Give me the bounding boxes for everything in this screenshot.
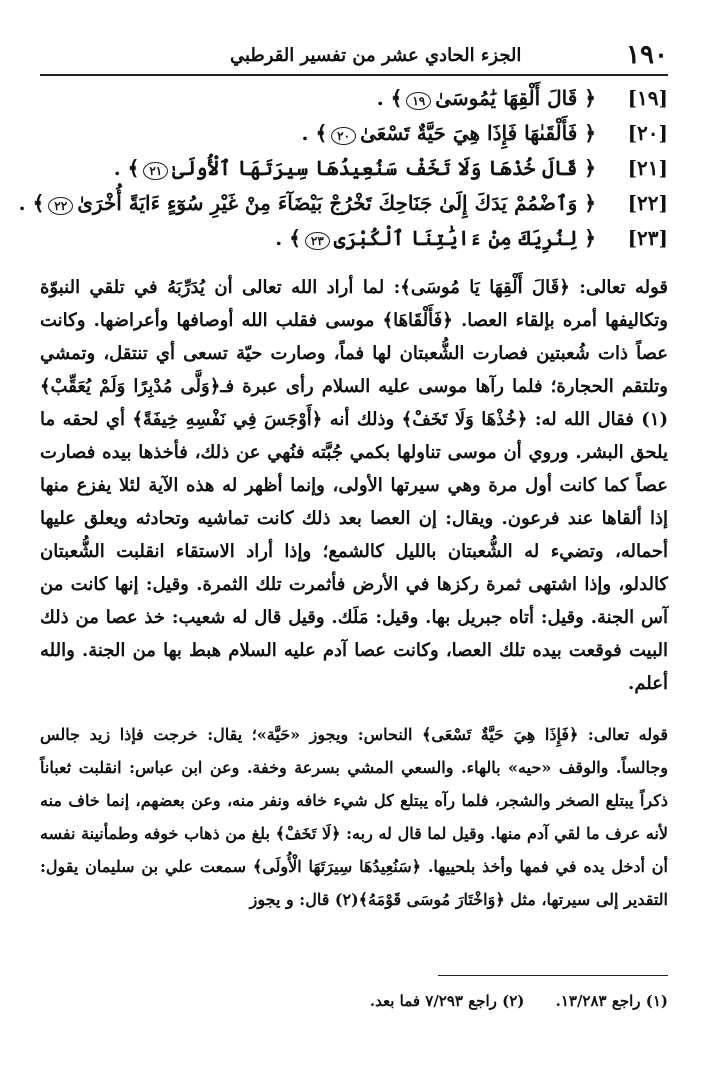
verse-line <box>40 220 668 255</box>
verse-number: [٢٣] <box>627 225 668 250</box>
footnote-divider <box>438 975 668 976</box>
verse-text: ﴿ فَأَلْقَىٰهَا فَإِذَا هِيَ حَيَّةٌ تَسْعَىٰ٢٠﴾ . <box>301 120 596 145</box>
verse-number: [١٩] <box>627 85 668 110</box>
verse-list <box>18 80 668 255</box>
verse-line <box>40 115 668 150</box>
commentary-paragraph: قوله تعالى: ﴿فَإِذَا هِيَ حَيَّةٌ تَسْعَى﴾ النحاس: ويجوز «حَيَّة»؛ يقال: خرجت فإذا زيد جالس وجالساً. والوقف «حيه» بالهاء. والسعي المشي بسرعة وخفة. وعن ابن عباس: انقلبت ثعباناً ذكراً يبتلع الصخر والشجر، فلما رآه يبتلع كل شيء خافه ونفر منه، وعن بعضهم، إنما خاف منه لأنه عرف ما لقي آدم منها. وقيل لما قال له ربه: ﴿لَا تَخَفْ﴾ بلغ من ذهاب خوفه وطمأنينة نفسه أن أدخل يده في فمها وأخذ بلحييها. ﴿سَنُعِيدُهَا سِيرَتَهَا الْأُولَى﴾ سمعت علي بن سليمان يقول: التقدير إلى سيرتها، مثل ﴿وَاخْتَارَ مُوسَى قَوْمَهُ﴾(٢) قال: و يجوز <box>40 725 669 909</box>
running-title: الجزء الحادي عشر من تفسير القرطبي <box>230 44 522 66</box>
footnote: (١) راجع ١٣/٢٨٣. <box>555 992 668 1010</box>
footnotes <box>40 992 668 1010</box>
verse-number: [٢٢] <box>627 190 668 215</box>
footnote: (٢) راجع ٧/٢٩٣ فما بعد. <box>369 992 525 1010</box>
commentary-paragraph: قوله تعالى: ﴿قَالَ أَلْقِهَا يَا مُوسَى﴾: لما أراد الله تعالى أن يُدَرِّبَهُ في تلقي النبوّة وتكاليفها أمره بإلقاء العصا. ﴿فَأَلْقَاهَا﴾ موسى فقلب الله أوصافها وأعراضها. وكانت عصاً ذات شُعبتين فصارت الشُّعبتان لها فماً، وصارت حيّة تسعى أي تنتقل، وتمشي وتلتقم الحجارة؛ فلما رآها موسى عليه السلام رأى عبرة فـ﴿وَلَّى مُدْبِرًا وَلَمْ يُعَقِّبْ﴾(١) فقال الله له: ﴿خُذْهَا وَلَا تَخَفْ﴾ وذلك أنه ﴿أَوْجَسَ فِي نَفْسِهِ خِيفَةً﴾ أي لحقه ما يلحق البشر. وروي أن موسى تناولها بكمي جُبَّته فنُهي عن ذلك، فأخذها بيده فصارت عصاً كما كانت أول مرة وهي سيرتها الأولى، وإنما أظهر له هذه الآية لئلا يفزع منها إذا ألقاها عند فرعون. ويقال: إن العصا بعد ذلك كانت تماشيه وتحادثه ويعلق عليها أحماله، وتضيء له الشُّعبتان بالليل كالشمع؛ وإذا أراد الاستقاء انقلبت الشُّعبتان كالدلو، وإذا اشتهى ثمرة ركزها في الأرض فأثمرت تلك الثمرة. وقيل: إنها كانت من آس الجنة. وقيل: أتاه جبريل بها. وقيل: مَلَك. وقيل قال له شعيب: خذ عصا من ذلك البيت فوقعت بيده تلك العصا، وكانت عصا آدم عليه السلام هبط بها من الجنة. والله أعلم. <box>40 277 668 694</box>
verse-end-marker: ١٩ <box>406 92 431 110</box>
verse-end-marker: ٢١ <box>143 162 168 180</box>
verse-text: ﴿ قَالَ خُذْهَا وَلَا تَخَفْ سَنُعِيدُهَا سِيرَتَهَا ٱلْأُولَىٰ٢١﴾ . <box>113 155 596 180</box>
verse-text: ﴿ قَالَ أَلْقِهَا يَٰمُوسَىٰ١٩﴾ . <box>376 85 596 110</box>
verse-line <box>18 185 668 220</box>
verse-text: ﴿ لِنُرِيَكَ مِنْ ءَايَٰتِنَا ٱلْكُبْرَى٢٣﴾ . <box>275 225 596 250</box>
verse-number: [٢٠] <box>627 120 668 145</box>
verse-number: [٢١] <box>627 155 668 180</box>
verse-end-marker: ٢٠ <box>331 127 356 145</box>
verse-text: ﴿ وَٱضْمُمْ يَدَكَ إِلَىٰ جَنَاحِكَ تَخْرُجْ بَيْضَآءَ مِنْ غَيْرِ سُوٓءٍ ءَايَةً أُخْرَىٰ٢٢﴾ . <box>18 190 596 215</box>
verse-end-marker: ٢٣ <box>305 232 330 250</box>
verse-line <box>40 150 668 185</box>
verse-end-marker: ٢٢ <box>48 197 73 215</box>
verse-line <box>40 80 668 115</box>
page-content <box>18 80 669 916</box>
page-header <box>40 36 668 76</box>
page-number: ١٩٠ <box>626 40 668 70</box>
